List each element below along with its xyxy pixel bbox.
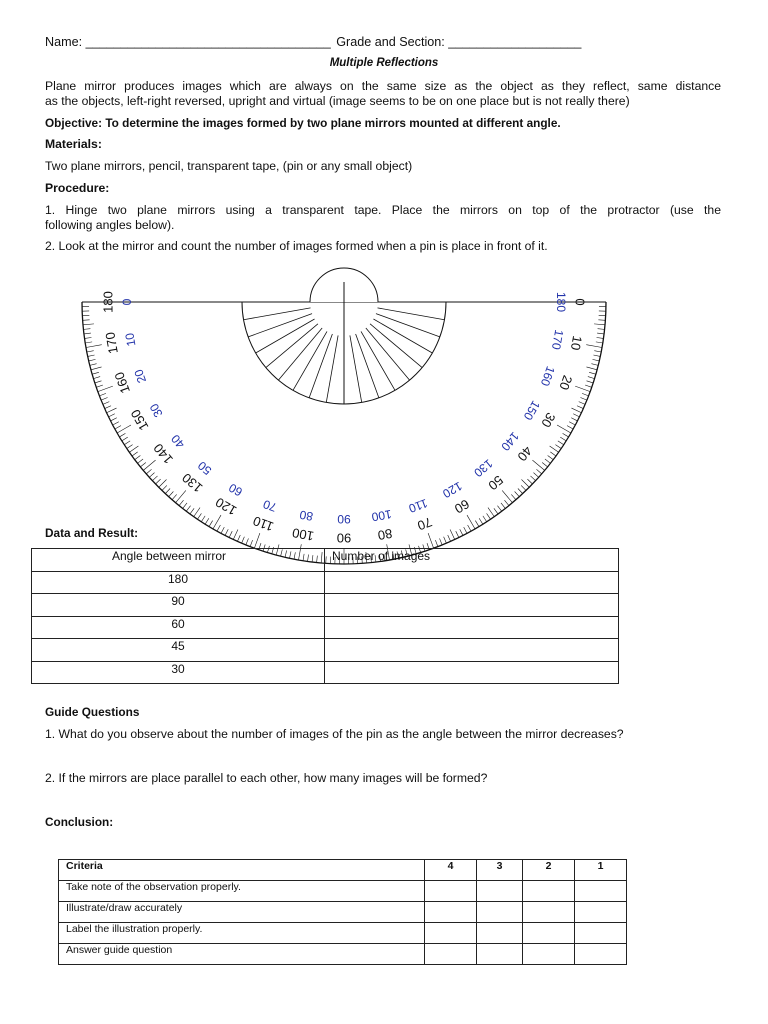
protractor-tick — [593, 355, 600, 356]
rubric-row — [59, 881, 627, 902]
protractor-tick — [532, 460, 544, 470]
protractor-tick — [475, 521, 479, 527]
protractor-tick — [152, 476, 157, 481]
protractor-outer-label: 80 — [376, 525, 394, 544]
materials-text: Two plane mirrors, pencil, transparent tape, (pin or any small object) — [45, 159, 413, 173]
table-row — [32, 571, 619, 594]
protractor-tick — [246, 538, 249, 544]
protractor-tick — [504, 500, 508, 505]
conclusion-heading: Conclusion: — [45, 815, 114, 829]
protractor-inner-label: 70 — [261, 496, 279, 515]
intro-line-2: as the objects, left-right reversed, upright and virtual (image seems to be on one place but is not really there) — [45, 94, 630, 108]
protractor-tick — [542, 462, 547, 466]
protractor-outer-label: 70 — [415, 514, 435, 534]
protractor-tick — [87, 351, 94, 352]
protractor-outer-label: 180 — [100, 291, 116, 313]
protractor-tick — [588, 377, 595, 379]
protractor-tick — [201, 516, 205, 522]
protractor-tick — [527, 479, 532, 484]
protractor-tick — [83, 329, 90, 330]
score-cell[interactable] — [523, 902, 575, 923]
procedure-heading: Procedure: — [45, 181, 110, 195]
protractor-tick — [586, 367, 597, 370]
protractor-outer-label: 30 — [538, 410, 559, 431]
protractor-tick — [107, 408, 117, 413]
protractor-outer-label: 40 — [514, 443, 536, 465]
protractor-tick — [95, 381, 102, 383]
images-input-cell[interactable] — [325, 661, 619, 684]
criteria-cell: Take note of the observation properly. — [59, 881, 425, 902]
protractor-tick — [448, 535, 451, 541]
protractor-tick — [598, 329, 605, 330]
score-header-3: 3 — [477, 860, 523, 881]
protractor-outer-label: 170 — [102, 331, 121, 355]
protractor-outer-label: 130 — [179, 470, 206, 496]
protractor-tick — [115, 426, 121, 429]
protractor-tick — [488, 508, 494, 517]
protractor-tick — [582, 393, 589, 396]
score-cell[interactable] — [575, 944, 627, 965]
protractor-tick — [221, 527, 224, 533]
protractor-tick — [557, 425, 571, 433]
protractor-tick — [92, 372, 99, 374]
protractor-tick — [250, 540, 253, 547]
protractor-tick — [501, 503, 505, 509]
protractor-tick — [84, 333, 91, 334]
protractor-tick — [521, 485, 526, 490]
protractor-tick — [237, 535, 240, 541]
protractor-tick — [135, 455, 141, 459]
protractor-tick — [479, 518, 483, 524]
protractor-tick — [229, 531, 232, 537]
data-result-heading: Data and Result: — [45, 526, 139, 540]
table-row — [32, 594, 619, 617]
protractor-tick — [138, 459, 144, 463]
protractor-inner-label: 170 — [548, 328, 567, 351]
protractor-tick — [580, 398, 586, 401]
protractor-tick — [162, 485, 167, 490]
angle-cell: 60 — [32, 616, 325, 639]
protractor-inner-label: 80 — [298, 507, 315, 524]
protractor-tick — [172, 494, 177, 499]
protractor-tick — [567, 426, 573, 429]
protractor-tick — [545, 459, 551, 463]
protractor-inner-label: 0 — [120, 298, 135, 306]
protractor-tick — [225, 529, 228, 535]
protractor-inner-label: 120 — [440, 478, 465, 501]
angle-cell: 30 — [32, 661, 325, 684]
score-cell[interactable] — [477, 902, 523, 923]
protractor-tick — [113, 422, 119, 425]
guide-question-1: 1. What do you observe about the number of images of the pin as the angle between the mirror decreases? — [45, 727, 624, 741]
rubric-row — [59, 902, 627, 923]
score-cell[interactable] — [575, 923, 627, 944]
rubric-header-row — [59, 860, 627, 881]
protractor-tick — [165, 488, 170, 493]
protractor-tick — [156, 479, 161, 484]
protractor-inner-label: 90 — [337, 511, 351, 526]
protractor-tick — [575, 386, 590, 391]
protractor-tick — [440, 538, 443, 544]
protractor-inner-label: 100 — [370, 506, 393, 525]
protractor-outer-label: 100 — [291, 525, 315, 544]
grade-blank[interactable]: ___________________ — [448, 35, 582, 49]
protractor-tick — [85, 342, 92, 343]
protractor-tick — [571, 418, 577, 421]
score-cell[interactable] — [575, 881, 627, 902]
procedure-step1-line2: following angles below). — [45, 218, 175, 232]
score-cell[interactable] — [425, 923, 477, 944]
criteria-cell: Answer guide question — [59, 944, 425, 965]
objective: Objective: To determine the images formed by two plane mirrors mounted at different angle. — [45, 116, 561, 130]
protractor-tick — [548, 455, 554, 459]
protractor-tick — [521, 479, 529, 487]
protractor-tick — [487, 513, 491, 519]
table-row — [32, 616, 619, 639]
protractor-tick — [117, 425, 131, 433]
protractor-tick — [571, 408, 581, 413]
protractor-outer-label: 160 — [111, 369, 133, 396]
images-input-cell[interactable] — [325, 616, 619, 639]
protractor-tick — [143, 460, 155, 470]
protractor-inner-label: 140 — [498, 429, 522, 454]
protractor-tick — [577, 406, 583, 409]
protractor-tick — [579, 402, 585, 405]
protractor-outer-label: 0 — [572, 298, 588, 306]
protractor-tick — [96, 385, 103, 387]
images-input-cell[interactable] — [325, 639, 619, 662]
protractor-tick — [435, 540, 438, 547]
protractor-inner-label: 160 — [537, 364, 558, 388]
protractor-tick — [119, 433, 125, 437]
protractor-outer-label: 120 — [212, 494, 240, 519]
protractor-tick — [534, 473, 539, 478]
protractor-tick — [444, 537, 447, 543]
protractor-tick — [456, 531, 459, 537]
protractor-inner-label: 60 — [226, 480, 245, 500]
protractor-tick — [596, 342, 603, 343]
protractor-tick — [88, 355, 95, 356]
angle-cell: 90 — [32, 594, 325, 617]
protractor-tick — [497, 506, 501, 512]
score-cell[interactable] — [523, 944, 575, 965]
score-cell[interactable] — [477, 923, 523, 944]
protractor-tick — [122, 437, 128, 441]
angle-column-header: Angle between mirror — [32, 549, 325, 572]
images-column-header: Number of images — [325, 549, 619, 572]
protractor-tick — [586, 345, 602, 348]
protractor-tick — [197, 513, 201, 519]
data-table — [31, 548, 619, 684]
protractor-outer-label: 150 — [127, 406, 152, 434]
page-title: Multiple Reflections — [329, 57, 439, 69]
protractor-tick — [518, 488, 523, 493]
criteria-header: Criteria — [59, 860, 425, 881]
protractor-tick — [468, 525, 471, 531]
protractor-tick — [587, 381, 594, 383]
protractor-outer-label: 60 — [452, 496, 473, 517]
protractor-tick — [93, 377, 100, 379]
table-row — [32, 639, 619, 662]
angle-cell: 45 — [32, 639, 325, 662]
protractor-tick — [569, 422, 575, 425]
protractor-tick — [98, 386, 113, 391]
protractor-outer-label: 10 — [567, 334, 586, 352]
protractor-inner-label: 40 — [168, 431, 188, 451]
protractor-inner-label: 110 — [406, 495, 430, 516]
score-cell[interactable] — [425, 881, 477, 902]
protractor-tick — [132, 452, 138, 456]
score-cell[interactable] — [575, 902, 627, 923]
procedure-step1-line1: 1. Hinge two plane mirrors using a transparent tape. Place the mirrors on top of the protractor (use the — [45, 203, 721, 217]
protractor-tick — [86, 345, 102, 348]
protractor-tick — [464, 527, 467, 533]
protractor-tick — [194, 508, 200, 517]
protractor-tick — [179, 500, 183, 505]
protractor-tick — [127, 445, 133, 449]
protractor-inner-label: 50 — [195, 458, 215, 478]
protractor-tick — [594, 351, 601, 352]
protractor-tick — [217, 525, 220, 531]
protractor-tick — [169, 492, 174, 497]
protractor-tick — [585, 385, 592, 387]
protractor-inner-label: 20 — [131, 367, 150, 385]
protractor-tick — [563, 433, 569, 437]
protractor-tick — [124, 441, 130, 445]
protractor-tick — [502, 490, 512, 502]
score-cell[interactable] — [523, 923, 575, 944]
protractor-tick — [209, 521, 213, 527]
protractor-tick — [109, 414, 115, 417]
protractor-tick — [83, 324, 94, 325]
score-cell[interactable] — [425, 944, 477, 965]
rubric-table — [58, 859, 627, 965]
protractor-tick — [597, 337, 604, 338]
protractor-tick — [589, 372, 596, 374]
protractor-tick — [103, 402, 109, 405]
protractor-tick — [530, 476, 535, 481]
protractor-tick — [101, 398, 107, 401]
protractor-tick — [233, 529, 238, 539]
score-header-2: 2 — [523, 860, 575, 881]
protractor-tick — [494, 508, 498, 514]
protractor-tick — [555, 445, 561, 449]
protractor-tick — [140, 462, 145, 466]
protractor-tick — [111, 418, 117, 421]
rubric-row — [59, 944, 627, 965]
score-cell[interactable] — [477, 881, 523, 902]
protractor-tick — [515, 492, 520, 497]
protractor-tick — [450, 529, 455, 539]
score-cell[interactable] — [425, 902, 477, 923]
name-line — [45, 35, 581, 49]
protractor-tick — [467, 515, 475, 529]
protractor-tick — [149, 473, 154, 478]
protractor-tick — [105, 406, 111, 409]
score-header-1: 1 — [575, 860, 627, 881]
protractor-inner-label: 180 — [553, 291, 568, 313]
grade-label: Grade and Section: — [336, 35, 445, 49]
protractor-tick — [190, 508, 194, 514]
protractor-inner-label: 30 — [146, 401, 166, 420]
protractor-tick — [90, 364, 97, 366]
protractor-outer-label: 20 — [556, 373, 576, 393]
protractor-tick — [146, 469, 151, 474]
protractor-inner-label: 10 — [122, 331, 139, 348]
protractor-tick — [213, 515, 221, 529]
protractor-inner-label: 150 — [520, 398, 543, 423]
protractor-tick — [254, 533, 259, 548]
protractor-tick — [594, 324, 605, 325]
criteria-cell: Illustrate/draw accurately — [59, 902, 425, 923]
protractor-outer-label: 110 — [250, 513, 276, 535]
protractor-tick — [242, 537, 245, 543]
protractor-tick — [558, 441, 564, 445]
images-input-cell[interactable] — [325, 571, 619, 594]
table-header-row — [32, 549, 619, 572]
rubric-row — [59, 923, 627, 944]
name-blank[interactable]: ___________________________________ — [85, 35, 331, 49]
protractor-tick — [91, 367, 102, 370]
guide-heading: Guide Questions — [45, 705, 140, 719]
protractor-tick — [159, 479, 167, 487]
protractor-tick — [176, 490, 186, 502]
protractor-tick — [550, 446, 559, 452]
protractor-tick — [460, 529, 463, 535]
protractor-tick — [597, 333, 604, 334]
score-cell[interactable] — [477, 944, 523, 965]
intro-line-1: Plane mirror produces images which are always on the same size as the object as they reflect, same distance — [45, 79, 721, 93]
protractor-tick — [205, 518, 209, 524]
protractor-tick — [592, 359, 599, 361]
angle-cell: 180 — [32, 571, 325, 594]
protractor-tick — [186, 506, 190, 512]
protractor-tick — [183, 503, 187, 509]
protractor-tick — [591, 364, 598, 366]
protractor-outer-label: 90 — [336, 530, 352, 546]
protractor-tick — [129, 446, 138, 452]
score-header-4: 4 — [425, 860, 477, 881]
guide-question-2: 2. If the mirrors are place parallel to each other, how many images will be formed? — [45, 771, 488, 785]
images-input-cell[interactable] — [325, 594, 619, 617]
score-cell[interactable] — [523, 881, 575, 902]
procedure-step2: 2. Look at the mirror and count the number of images formed when a pin is place in front of it. — [45, 239, 548, 253]
protractor-outer-label: 140 — [150, 440, 176, 467]
protractor-tick — [536, 469, 541, 474]
table-row — [32, 661, 619, 684]
protractor-tick — [99, 393, 106, 396]
protractor-tick — [428, 533, 433, 548]
protractor-tick — [511, 494, 516, 499]
protractor-tick — [550, 452, 556, 456]
protractor-tick — [483, 516, 487, 522]
protractor-tick — [85, 337, 92, 338]
protractor-outer-label: 50 — [485, 472, 507, 494]
protractor-tick — [560, 437, 566, 441]
materials-heading: Materials: — [45, 137, 102, 151]
protractor-tick — [89, 359, 96, 361]
name-label: Name: — [45, 35, 83, 49]
protractor-tick — [573, 414, 579, 417]
protractor-inner-label: 130 — [471, 456, 496, 480]
criteria-cell: Label the illustration properly. — [59, 923, 425, 944]
